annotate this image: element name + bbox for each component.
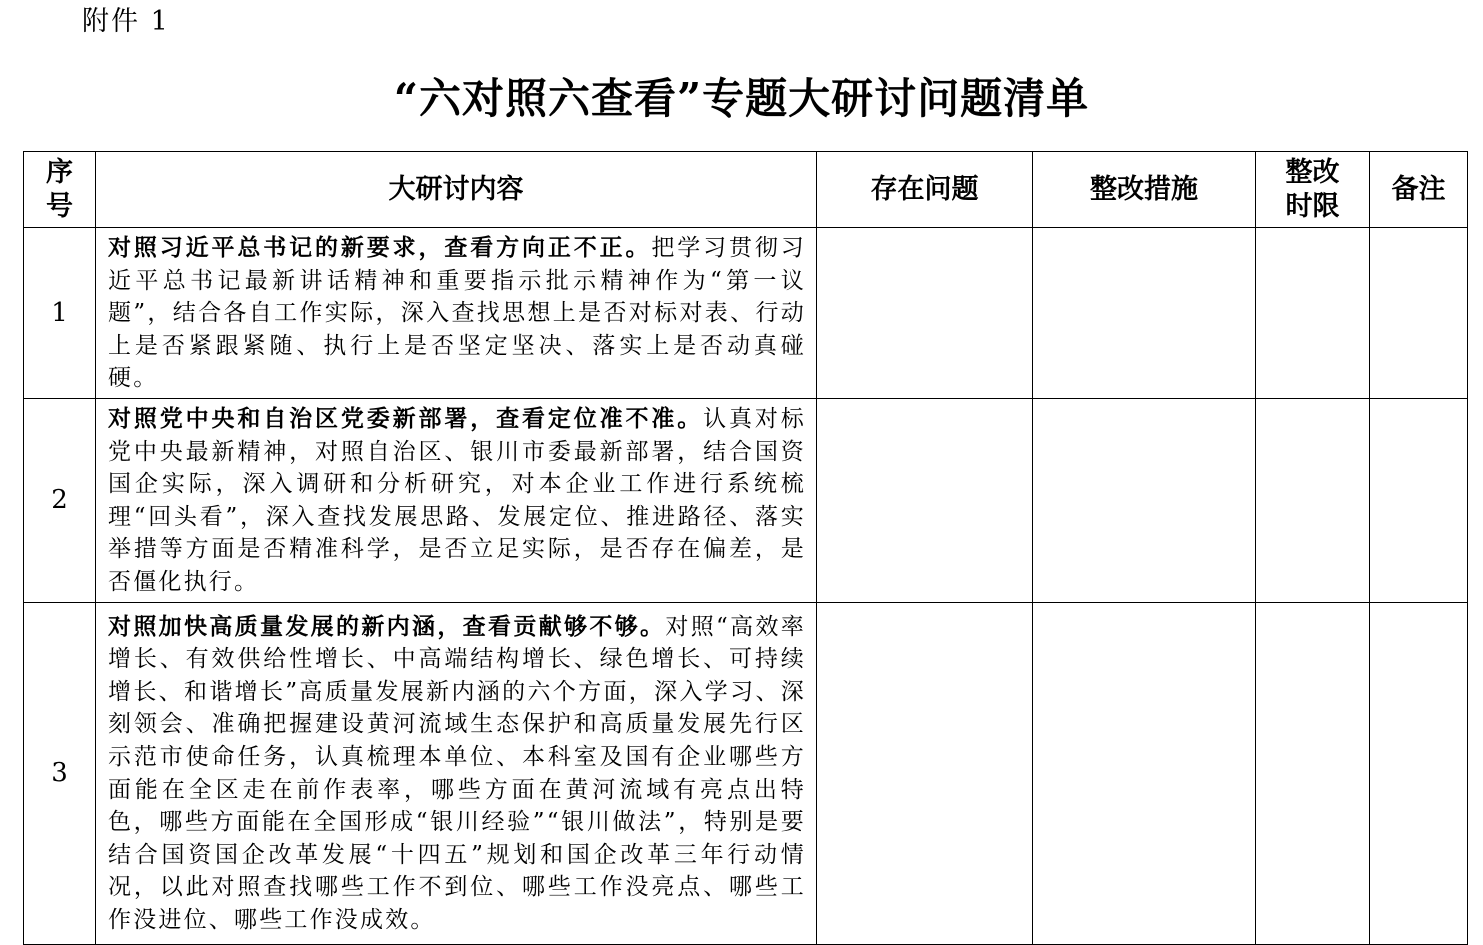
- row-number: 3: [24, 602, 96, 944]
- table-row: [24, 602, 1468, 944]
- row-content: [96, 228, 817, 399]
- attachment-label: 附件 1: [82, 6, 170, 37]
- header-deadline: [1256, 152, 1370, 228]
- document-title: “六对照六查看”专题大研讨问题清单: [393, 74, 1090, 123]
- header-remarks: 备注: [1370, 152, 1468, 228]
- row-content: [96, 602, 817, 944]
- row-number: 1: [24, 228, 96, 399]
- row-content-lead: 对照习近平总书记的新要求，查看方向正不正。: [108, 234, 652, 261]
- row-content-lead: 对照加快高质量发展的新内涵，查看贡献够不够。: [108, 612, 666, 640]
- table-row: [24, 228, 1468, 399]
- row-deadline-cell: [1256, 602, 1370, 944]
- row-remarks-cell: [1370, 602, 1468, 944]
- row-measures-cell: [1033, 398, 1256, 602]
- row-remarks-cell: [1370, 398, 1468, 602]
- row-deadline-cell: [1256, 398, 1370, 602]
- issue-list-table: [23, 151, 1468, 945]
- row-content: [96, 398, 817, 602]
- row-remarks-cell: [1370, 228, 1468, 399]
- row-measures-cell: [1033, 228, 1256, 399]
- header-number-label: 序号: [46, 156, 73, 222]
- row-deadline-cell: [1256, 228, 1370, 399]
- header-content: 大研讨内容: [96, 152, 817, 228]
- table-header-row: [24, 152, 1468, 228]
- table-row: [24, 398, 1468, 602]
- row-problems-cell: [817, 398, 1033, 602]
- row-content-body: 对照“高效率增长、有效供给性增长、中高端结构增长、绿色增长、可持续增长、和谐增长”高质量发展新内涵的六个方面，深入学习、深刻领会、准确把握建设黄河流域生态保护和高质量发展先行区示范市使命任务，认真梳理本单位、本科室及国有企业哪些方面能在全区走在前作表率，哪些方面在黄河流域有亮点出特色，哪些方面能在全国形成“银川经验”“银川做法”，特别是要结合国资国企改革发展“十四五”规划和国企改革三年行动情况，以此对照查找哪些工作不到位、哪些工作没亮点、哪些工作没进位、哪些工作没成效。: [108, 613, 806, 933]
- row-content-lead: 对照党中央和自治区党委新部署，查看定位准不准。: [108, 404, 704, 432]
- header-measures: 整改措施: [1033, 152, 1256, 228]
- row-content-body: 认真对标党中央最新精神，对照自治区、银川市委最新部署，结合国资国企实际，深入调研和分析研究，对本企业工作进行系统梳理“回头看”，深入查找发展思路、发展定位、推进路径、落实举措等方面是否精准科学，是否立足实际，是否存在偏差，是否僵化执行。: [108, 405, 806, 595]
- header-deadline-label: 整改时限: [1285, 156, 1340, 222]
- row-measures-cell: [1033, 602, 1256, 944]
- header-number: [24, 152, 96, 228]
- header-problems: 存在问题: [817, 152, 1033, 228]
- row-number: 2: [24, 398, 96, 602]
- row-problems-cell: [817, 228, 1033, 399]
- row-content-body: 把学习贯彻习近平总书记最新讲话精神和重要指示批示精神作为“第一议题”，结合各自工作实际，深入查找思想上是否对标对表、行动上是否紧跟紧随、执行上是否坚定坚决、落实上是否动真碰硬。: [108, 235, 807, 392]
- row-problems-cell: [817, 602, 1033, 944]
